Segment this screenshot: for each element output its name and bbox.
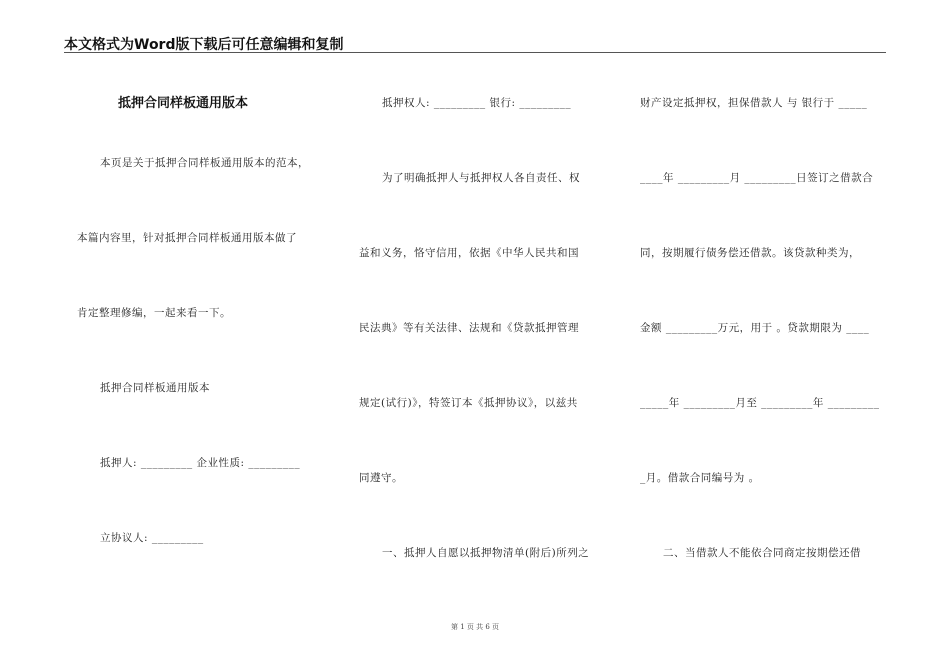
text-line: 肯定整理修编，一起来看一下。 xyxy=(77,307,231,319)
text-line: 抵押权人: _________ 银行: _________ xyxy=(382,97,572,109)
text-line: 为了明确抵押人与抵押权人各自责任、权 xyxy=(382,172,580,184)
text-line: _____年 _________月至 _________年 _________ xyxy=(640,397,880,409)
text-line: 益和义务，恪守信用，依据《中华人民共和国 xyxy=(359,247,579,259)
text-line: 二、当借款人不能依合同商定按期偿还借 xyxy=(663,547,861,559)
page-header xyxy=(64,34,886,52)
text-line: 一、抵押人自愿以抵押物清单(附后)所列之 xyxy=(382,547,590,559)
text-line: 立协议人: _________ xyxy=(100,532,204,544)
text-line: 民法典》等有关法律、法规和《贷款抵押管理 xyxy=(359,322,579,334)
header-divider xyxy=(64,52,886,53)
header-title: 本文格式为Word版下载后可任意编辑和复制 xyxy=(64,37,344,53)
text-line: 财产设定抵押权，担保借款人 与 银行于 _____ xyxy=(640,97,868,109)
page-number: 第 1 页 共 6 页 xyxy=(450,623,500,631)
text-line: 抵押合同样板通用版本 xyxy=(100,382,210,394)
text-line: 抵押人: _________ 企业性质: _________ xyxy=(100,457,301,469)
text-line: 同，按期履行债务偿还借款。该贷款种类为， xyxy=(640,247,860,259)
text-line: _月。借款合同编号为 。 xyxy=(640,472,760,484)
text-line: 同遵守。 xyxy=(359,472,403,484)
text-line: 本页是关于抵押合同样板通用版本的范本， xyxy=(100,157,309,169)
document-title: 抵押合同样板通用版本 xyxy=(118,96,249,111)
text-line: ____年 _________月 _________日签订之借款合 xyxy=(640,172,874,184)
text-line: 规定(试行)》，特签订本《抵押协议》，以兹共 xyxy=(359,397,578,409)
text-line: 本篇内容里，针对抵押合同样板通用版本做了 xyxy=(77,232,297,244)
text-line: 金额 _________万元，用于 。贷款期限为 ____ xyxy=(640,322,870,334)
